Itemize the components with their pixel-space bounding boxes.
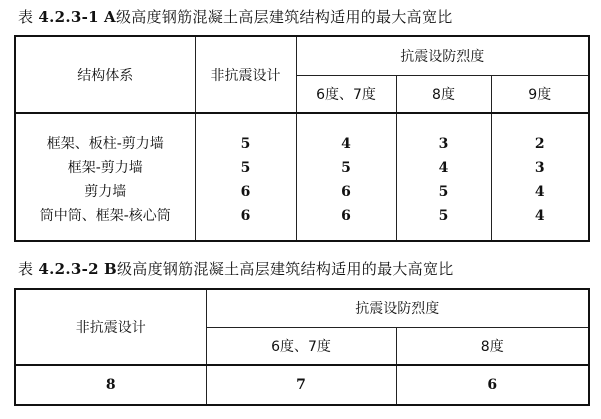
- table2-header-row-1: [15, 289, 589, 327]
- table-cell: 4: [341, 136, 351, 152]
- table-cell: 5: [438, 208, 449, 224]
- table1-col-deg-9: [491, 113, 589, 241]
- table2: [14, 288, 590, 406]
- table1-header-deg-6-7: 6度、7度: [296, 75, 396, 113]
- table1: [14, 35, 590, 242]
- table-cell: 6: [240, 208, 251, 224]
- table-cell: 3: [534, 160, 545, 176]
- table1-header-non-seismic: 非抗震设计: [195, 36, 296, 113]
- table-cell: 框架、板柱-剪力墙: [46, 136, 164, 152]
- table-cell: 5: [240, 160, 251, 176]
- table-cell: 5: [240, 136, 251, 152]
- table1-header-structure-system: 结构体系: [15, 36, 195, 113]
- table1-header-deg-9: 9度: [491, 75, 589, 113]
- table1-body: [15, 113, 589, 241]
- table-cell: 3: [438, 136, 449, 152]
- table2-caption-grade: B: [104, 260, 117, 278]
- table2-caption: [18, 258, 454, 279]
- table1-header-deg-8: 8度: [396, 75, 491, 113]
- table2-caption-number: 4.2.3-2: [38, 260, 99, 278]
- table1-col-deg-6-7: [296, 113, 396, 241]
- table1-header-row-1: [15, 36, 589, 75]
- table-cell: 剪力墙: [84, 184, 127, 200]
- table2-header-non-seismic: 非抗震设计: [15, 289, 206, 365]
- table2-caption-text: 级高度钢筋混凝土高层建筑结构适用的最大高宽比: [116, 260, 454, 278]
- table1-caption-grade: A: [104, 8, 116, 26]
- table-cell: 6: [341, 208, 351, 224]
- table1-caption: [18, 6, 453, 27]
- table1-col-non-seismic: [195, 113, 296, 241]
- table1-col-system: [15, 113, 195, 241]
- table-cell: 筒中筒、框架-核心筒: [39, 208, 171, 224]
- table-cell: 框架-剪力墙: [67, 160, 143, 176]
- table-cell: 6: [341, 184, 351, 200]
- table2-header-deg-8: 8度: [396, 327, 589, 365]
- table-cell: 4: [438, 160, 449, 176]
- table1-caption-prefix: 表: [18, 8, 34, 26]
- table2-header-seismic-group: 抗震设防烈度: [206, 289, 589, 327]
- table-cell: 6: [240, 184, 251, 200]
- table-cell: 2: [534, 136, 545, 152]
- table-cell: 4: [534, 184, 545, 200]
- table2-header-deg-6-7: 6度、7度: [206, 327, 396, 365]
- table2-cell-non-seismic: 8: [15, 365, 206, 405]
- table1-col-deg-8: [396, 113, 491, 241]
- table2-cell-deg-6-7: 7: [206, 365, 396, 405]
- table1-caption-number: 4.2.3-1: [38, 8, 99, 26]
- table-row: [15, 365, 589, 405]
- table1-caption-text: 级高度钢筋混凝土高层建筑结构适用的最大高宽比: [115, 8, 453, 26]
- table-cell: 5: [341, 160, 351, 176]
- table-cell: 5: [438, 184, 449, 200]
- table2-caption-prefix: 表: [18, 260, 34, 278]
- table-cell: 4: [534, 208, 545, 224]
- table2-cell-deg-8: 6: [396, 365, 589, 405]
- table1-header-seismic-group: 抗震设防烈度: [296, 36, 589, 75]
